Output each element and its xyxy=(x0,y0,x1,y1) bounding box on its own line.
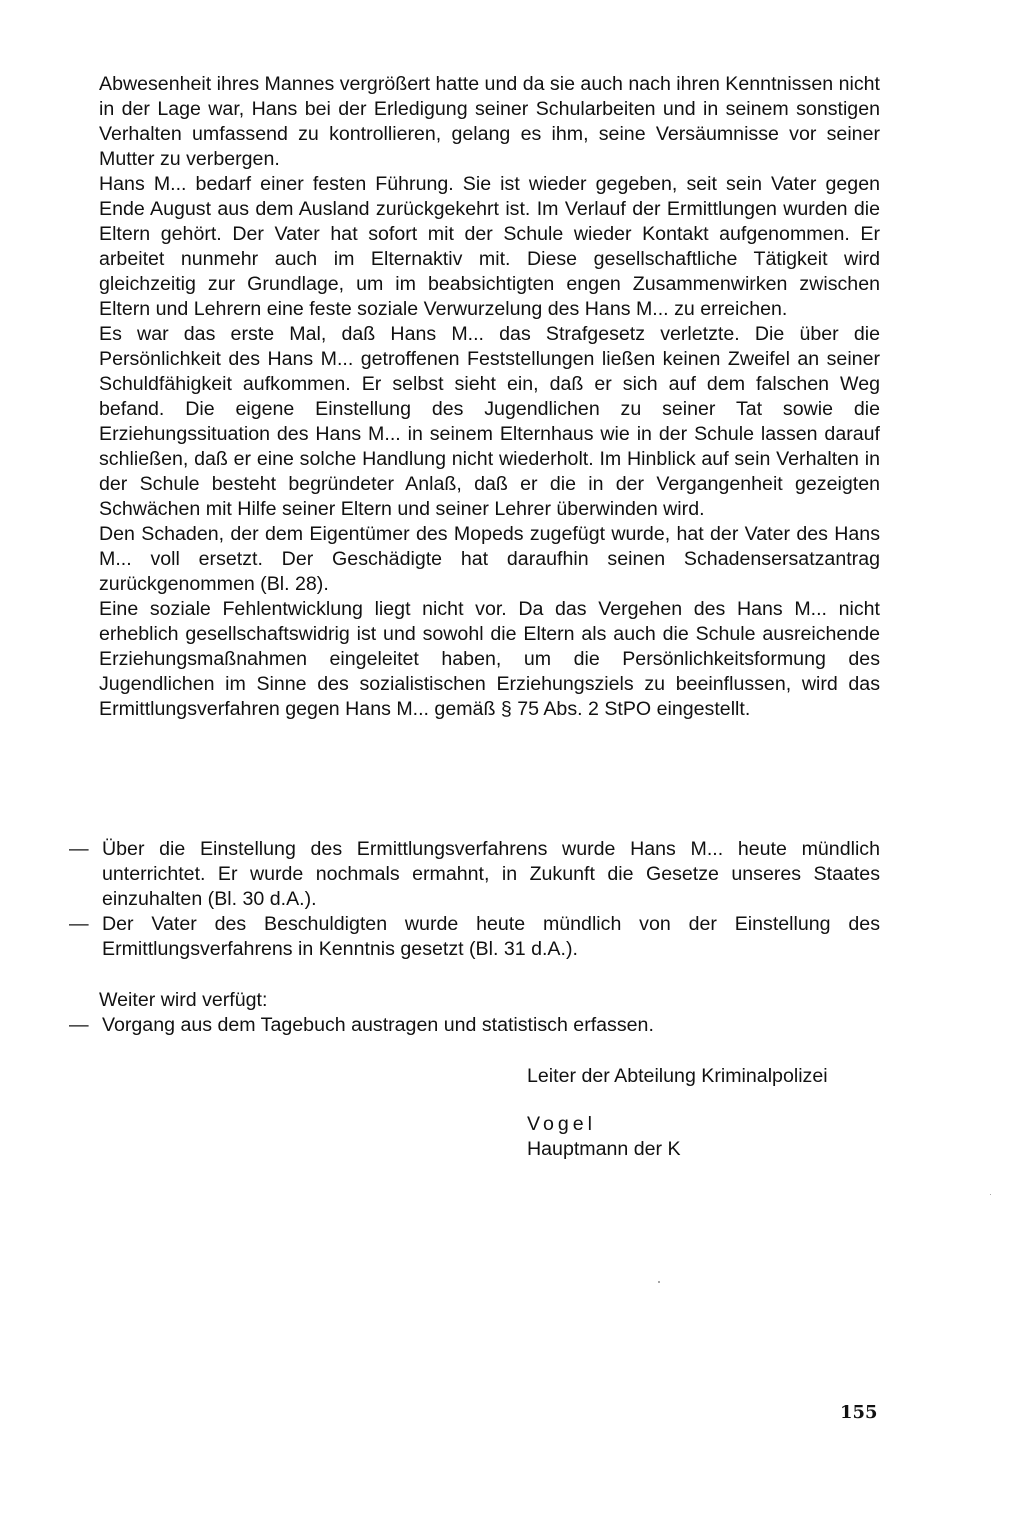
list-item xyxy=(69,837,880,912)
list-item xyxy=(69,912,880,962)
paragraph: Es war das erste Mal, daß Hans M... das Strafgesetz verletzte. Die über die Persönlichkeit des Hans M... getroffenen Feststellungen ließen keinen Zweifel an seiner Schuldfähigkeit aufkommen. Er selbst sieht ein, daß er sich auf dem falschen Weg befand. Die eigene Einstellung des Jugendlichen zu seiner Tat sowie die Erziehungssituation des Hans M... in seinem Elternhaus wie in der Schule lassen darauf schließen, daß er eine solche Handlung nicht wiederholt. Im Hinblick auf sein Verhalten in der Schule besteht begründeter Anlaß, daß er die in der Vergangenheit gezeigten Schwächen mit Hilfe seiner Eltern und seiner Lehrer überwinden wird. xyxy=(99,323,880,520)
paragraph: Eine soziale Fehlentwicklung liegt nicht vor. Da das Vergehen des Hans M... nicht erheblich gesellschaftswidrig ist und sowohl die Eltern als auch die Schule ausreichende Erziehungsmaßnahmen eingeleitet haben, um die Persönlichkeitsformung des Jugendlichen im Sinne des sozialistischen Erziehungsziels zu beeinflussen, wird das Ermittlungsverfahren gegen Hans M... gemäß § 75 Abs. 2 StPO eingestellt. xyxy=(99,598,880,720)
paragraph: Hans M... bedarf einer festen Führung. Sie ist wieder gegeben, seit sein Vater gegen Ende August aus dem Ausland zurückgekehrt ist. Im Verlauf der Ermittlungen wurden die Eltern gehört. Der Vater hat sofort mit der Schule wieder Kontakt aufgenommen. Er arbeitet nunmehr auch im Elternaktiv mit. Diese gesellschaftliche Tätigkeit wird gleichzeitig zur Grundlage, um im beabsichtigten engen Zusammenwirken zwischen Eltern und Lehrern eine feste soziale Verwurzelung des Hans M... zu erreichen. xyxy=(99,173,880,320)
dash-marker: — xyxy=(69,913,89,935)
signature-office: Leiter der Abteilung Kriminalpolizei xyxy=(527,1065,828,1087)
page-number: 155 xyxy=(840,1402,878,1423)
body-text xyxy=(99,72,880,722)
further-order-item xyxy=(69,1013,880,1038)
list-item-text: Über die Einstellung des Ermittlungsverfahrens wurde Hans M... heute mündlich unterrichtet. Er wurde nochmals ermahnt, in Zukunft die Gesetze unseres Staates einzuhalten (Bl. 30 d.A.). xyxy=(102,838,880,910)
paragraph: Abwesenheit ihres Mannes vergrößert hatte und da sie auch nach ihren Kenntnissen nicht in der Lage war, Hans bei der Erledigung seiner Schularbeiten und in seinem sonstigen Verhalten umfassend zu kontrollieren, gelang es ihm, seine Versäumnisse vor seiner Mutter zu verbergen. xyxy=(99,73,880,170)
scan-speck xyxy=(990,1194,991,1195)
scan-speck xyxy=(658,1281,660,1283)
further-order-heading: Weiter wird verfügt: xyxy=(99,989,268,1011)
further-order-text: Vorgang aus dem Tagebuch austragen und statistisch erfassen. xyxy=(102,1014,654,1036)
dash-marker: — xyxy=(69,1014,89,1036)
dash-marker: — xyxy=(69,838,89,860)
signature-rank: Hauptmann der K xyxy=(527,1138,681,1160)
bullet-list xyxy=(69,837,880,962)
list-item-text: Der Vater des Beschuldigten wurde heute mündlich von der Einstellung des Ermittlungsverfahrens in Kenntnis gesetzt (Bl. 31 d.A.). xyxy=(102,913,880,960)
paragraph: Den Schaden, der dem Eigentümer des Mopeds zugefügt wurde, hat der Vater des Hans M... voll ersetzt. Der Geschädigte hat daraufhin seinen Schadensersatzantrag zurückgenommen (Bl. 28). xyxy=(99,523,880,595)
signature-name: Vogel xyxy=(527,1113,597,1135)
